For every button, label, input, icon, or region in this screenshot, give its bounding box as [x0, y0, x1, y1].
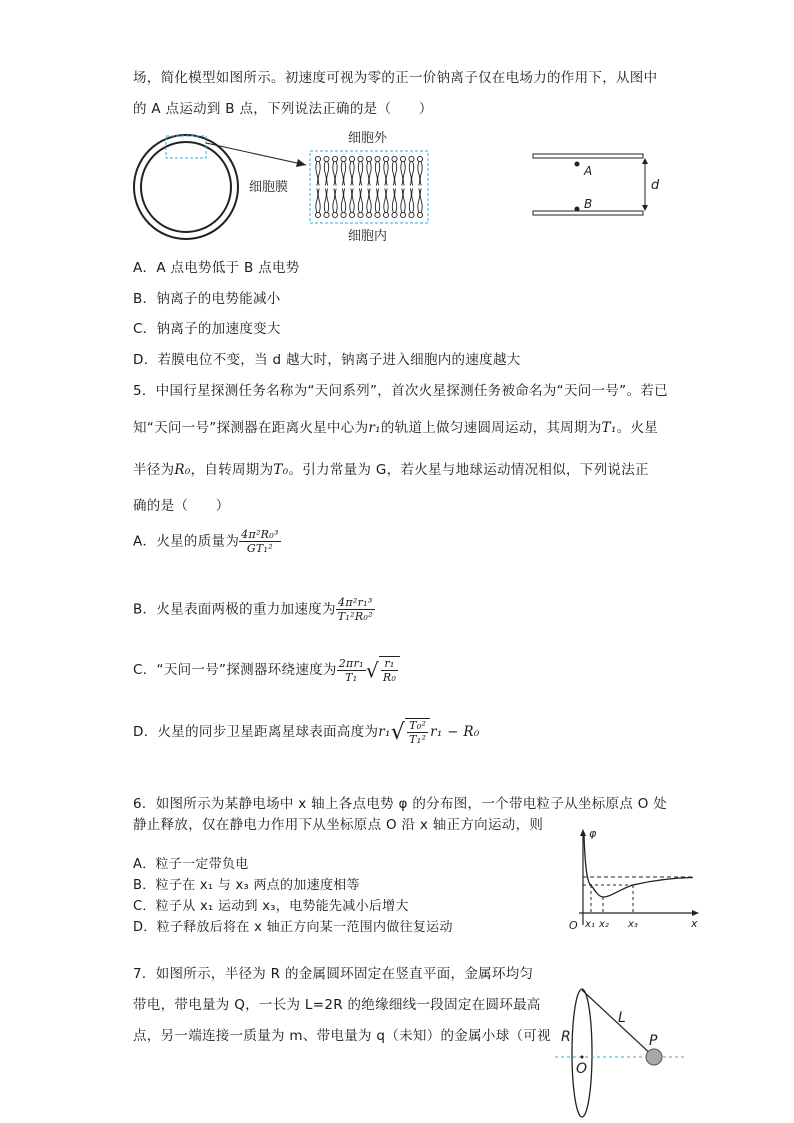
lipid-head: [375, 212, 380, 217]
charged-ball: [646, 1049, 662, 1065]
lipid-head: [366, 212, 371, 217]
potential-curve: [584, 835, 693, 897]
q5-line3-pre: 半径为: [133, 462, 175, 478]
point-b: [575, 207, 580, 212]
q5-option-d-pre: r₁: [378, 724, 391, 740]
parallel-plates-figure: [525, 148, 665, 223]
lipid-head: [341, 212, 346, 217]
q5-option-c-num: 2πr₁: [338, 656, 364, 670]
q4-option-b: B．钠离子的电势能减小: [133, 291, 281, 307]
q6-option-a: A．粒子一定带负电: [133, 857, 249, 872]
q6-line1: 6．如图所示为某静电场中 x 轴上各点电势 φ 的分布图，一个带电粒子从坐标原点 O 处: [133, 796, 668, 812]
lipid-head: [315, 156, 320, 161]
q5-r1: r₁: [368, 420, 381, 436]
q5-option-d-root-num: T₀²: [409, 719, 427, 732]
q5-line1: 5．中国行星探测任务名称为“天问系列”，首次火星探测任务被命名为“天问一号”。若已: [133, 383, 668, 399]
lipid-head: [315, 212, 320, 217]
q6-line2: 静止释放，仅在静电力作用下从坐标原点 O 沿 x 轴正方向运动，则: [133, 817, 544, 833]
lipid-head: [366, 156, 371, 161]
lipid-tail: [384, 189, 388, 213]
lipid-tail: [392, 162, 396, 186]
point-b-label: B: [584, 197, 593, 211]
q5-option-c: [133, 656, 400, 684]
distance-arrow-bottom: [642, 205, 648, 211]
zoom-arrowhead: [296, 159, 306, 167]
bottom-plate: [533, 211, 643, 215]
lipid-tail: [367, 162, 371, 186]
top-plate: [533, 154, 643, 158]
q5-option-a-text: A．火星的质量为: [133, 533, 240, 550]
lipid-tail: [324, 189, 328, 213]
q5-line2-post: 。火星: [616, 420, 659, 436]
lipid-head: [349, 212, 354, 217]
q4-option-d: D．若膜电位不变，当 d 越大时，钠离子进入细胞内的速度越大: [133, 352, 521, 368]
phi-axis-arrow: [580, 829, 586, 836]
q5-line2-mid: 的轨道上做匀速圆周运动，其周期为: [380, 420, 602, 436]
q4-option-a: A．A 点电势低于 B 点电势: [133, 260, 300, 276]
q5-option-a-fraction: [239, 528, 281, 555]
length-label: L: [618, 1010, 626, 1026]
ball-label: P: [649, 1033, 658, 1049]
outside-label: 细胞外: [348, 131, 388, 146]
q5-option-b: [133, 596, 375, 623]
lipid-head: [409, 156, 414, 161]
lipid-tail: [324, 162, 328, 186]
x3-label: x₃: [628, 919, 638, 930]
zoom-box: [166, 136, 206, 158]
q4-option-c: C．钠离子的加速度变大: [133, 321, 281, 337]
q5-option-a: [133, 528, 281, 555]
lipid-tail: [401, 162, 405, 186]
point-a-label: A: [584, 164, 593, 178]
lipid-head: [358, 212, 363, 217]
lipid-tail: [375, 189, 379, 213]
q7-line2: 带电，带电量为 Q，一长为 L=2R 的绝缘细线一段固定在圆环最高: [133, 997, 541, 1013]
q5-t1: T₁: [601, 420, 617, 436]
q5-line4: 确的是（ ）: [133, 498, 230, 514]
lipid-tail: [358, 189, 362, 213]
lipid-tail: [341, 189, 345, 213]
q5-option-c-text: C．“天问一号”探测器环绕速度为: [133, 662, 337, 678]
lipid-tail: [333, 162, 337, 186]
q5-t0: T₀: [273, 462, 289, 478]
x1-label: x₁: [585, 919, 595, 930]
q6-option-c: C．粒子从 x₁ 运动到 x₃，电势能先减小后增大: [133, 899, 409, 914]
lipid-tail: [409, 189, 413, 213]
q5-line3: [133, 458, 649, 478]
lipid-head: [349, 156, 354, 161]
lipid-head: [358, 156, 363, 161]
lipid-tail: [316, 162, 320, 186]
lipid-tail: [392, 189, 396, 213]
q5-option-b-num: 4π²r₁³: [336, 596, 375, 610]
lipid-tail: [375, 162, 379, 186]
ring-center: [581, 1056, 584, 1059]
zoom-arrow: [206, 143, 306, 165]
lipid-tail: [384, 162, 388, 186]
lipid-head: [392, 156, 397, 161]
lipid-tail: [333, 189, 337, 213]
q5-line3-post: 。引力常量为 G，若火星与地球运动情况相似，下列说法正: [288, 462, 649, 478]
lipid-tail: [358, 162, 362, 186]
lipid-head: [324, 156, 329, 161]
lipid-head: [375, 156, 380, 161]
q5-option-b-den: T₁²R₀²: [337, 610, 373, 623]
lipid-head: [409, 212, 414, 217]
distance-arrow-top: [642, 158, 648, 164]
q5-option-b-fraction: [336, 596, 375, 623]
lipid-tail: [350, 162, 354, 186]
lipid-tail: [401, 189, 405, 213]
origin-label: O: [569, 919, 578, 932]
q5-option-c-fraction: [337, 657, 366, 684]
q4-intro-line1: 场，简化模型如图所示。初速度可视为零的正一价钠离子仅在电场力的作用下，从图中: [133, 70, 658, 86]
lipid-tail: [316, 189, 320, 213]
membrane-outer-circle: [134, 135, 238, 239]
q5-option-c-root: √ $\frac{\text{r₁}}{\text{R₀}}$: [366, 656, 400, 684]
lipid-tail: [367, 189, 371, 213]
lipid-head: [400, 156, 405, 161]
radius-label: R: [561, 1029, 571, 1045]
q5-option-d-root-den: T₁²: [409, 733, 427, 746]
q5-option-a-num: 4π²R₀³: [241, 528, 279, 541]
lipid-head: [417, 156, 422, 161]
q5-option-d: [133, 718, 480, 746]
lipid-head: [324, 212, 329, 217]
point-a: [575, 162, 580, 167]
lipid-tail: [418, 189, 422, 213]
lipid-head: [392, 212, 397, 217]
lipid-head: [341, 156, 346, 161]
x-axis-arrow: [692, 910, 699, 916]
cell-membrane-figure: [130, 125, 440, 250]
q6-option-b: B．粒子在 x₁ 与 x₃ 两点的加速度相等: [133, 878, 360, 893]
x2-label: x₂: [599, 919, 609, 930]
lipid-tail: [409, 162, 413, 186]
q5-option-c-den: T₁: [345, 670, 358, 684]
q5-option-c-root-num: r₁: [381, 657, 398, 671]
q5-option-d-text: D．火星的同步卫星距离星球表面高度为: [133, 724, 379, 740]
q5-r0: R₀: [174, 462, 191, 478]
q5-option-d-root: √ $\frac{\text{T₀²}}{\text{T₁²}}$: [391, 718, 430, 746]
center-label: O: [576, 1061, 588, 1077]
lipid-bilayer: [315, 156, 422, 217]
lipid-head: [400, 212, 405, 217]
lipid-head: [383, 212, 388, 217]
q7-line3: 点，另一端连接一质量为 m、带电量为 q（未知）的金属小球（可视: [133, 1028, 551, 1044]
q5-option-b-text: B．火星表面两极的重力加速度为: [133, 601, 336, 618]
q5-line2-pre: 知“天问一号”探测器在距离火星中心为: [133, 420, 369, 436]
q4-intro-line2: 的 A 点运动到 B 点，下列说法正确的是（ ）: [133, 101, 433, 117]
phi-label: φ: [589, 827, 597, 840]
lipid-head: [332, 212, 337, 217]
membrane-inner-circle: [141, 142, 231, 232]
ring-pendulum-figure: [555, 985, 690, 1123]
lipid-tail: [418, 162, 422, 186]
q6-option-d: D．粒子释放后将在 x 轴正方向某一范围内做往复运动: [133, 920, 453, 935]
lipid-tail: [350, 189, 354, 213]
x-label: x: [691, 917, 698, 930]
lipid-head: [417, 212, 422, 217]
metal-ring: [572, 989, 592, 1117]
q5-option-d-post: r₁ − R₀: [430, 724, 480, 740]
q5-option-c-root-den: R₀: [382, 671, 397, 684]
membrane-label: 细胞膜: [249, 180, 289, 195]
q7-line1: 7．如图所示，半径为 R 的金属圆环固定在竖直平面，金属环均匀: [133, 966, 534, 982]
q5-line3-mid: ，自转周期为: [190, 462, 274, 478]
lipid-head: [383, 156, 388, 161]
potential-graph: [565, 825, 705, 935]
q5-line2: [133, 416, 658, 436]
lipid-head: [332, 156, 337, 161]
q5-option-a-den: GT₁²: [246, 542, 273, 555]
distance-label: d: [651, 178, 660, 193]
lipid-tail: [341, 162, 345, 186]
inside-label: 细胞内: [348, 229, 388, 244]
